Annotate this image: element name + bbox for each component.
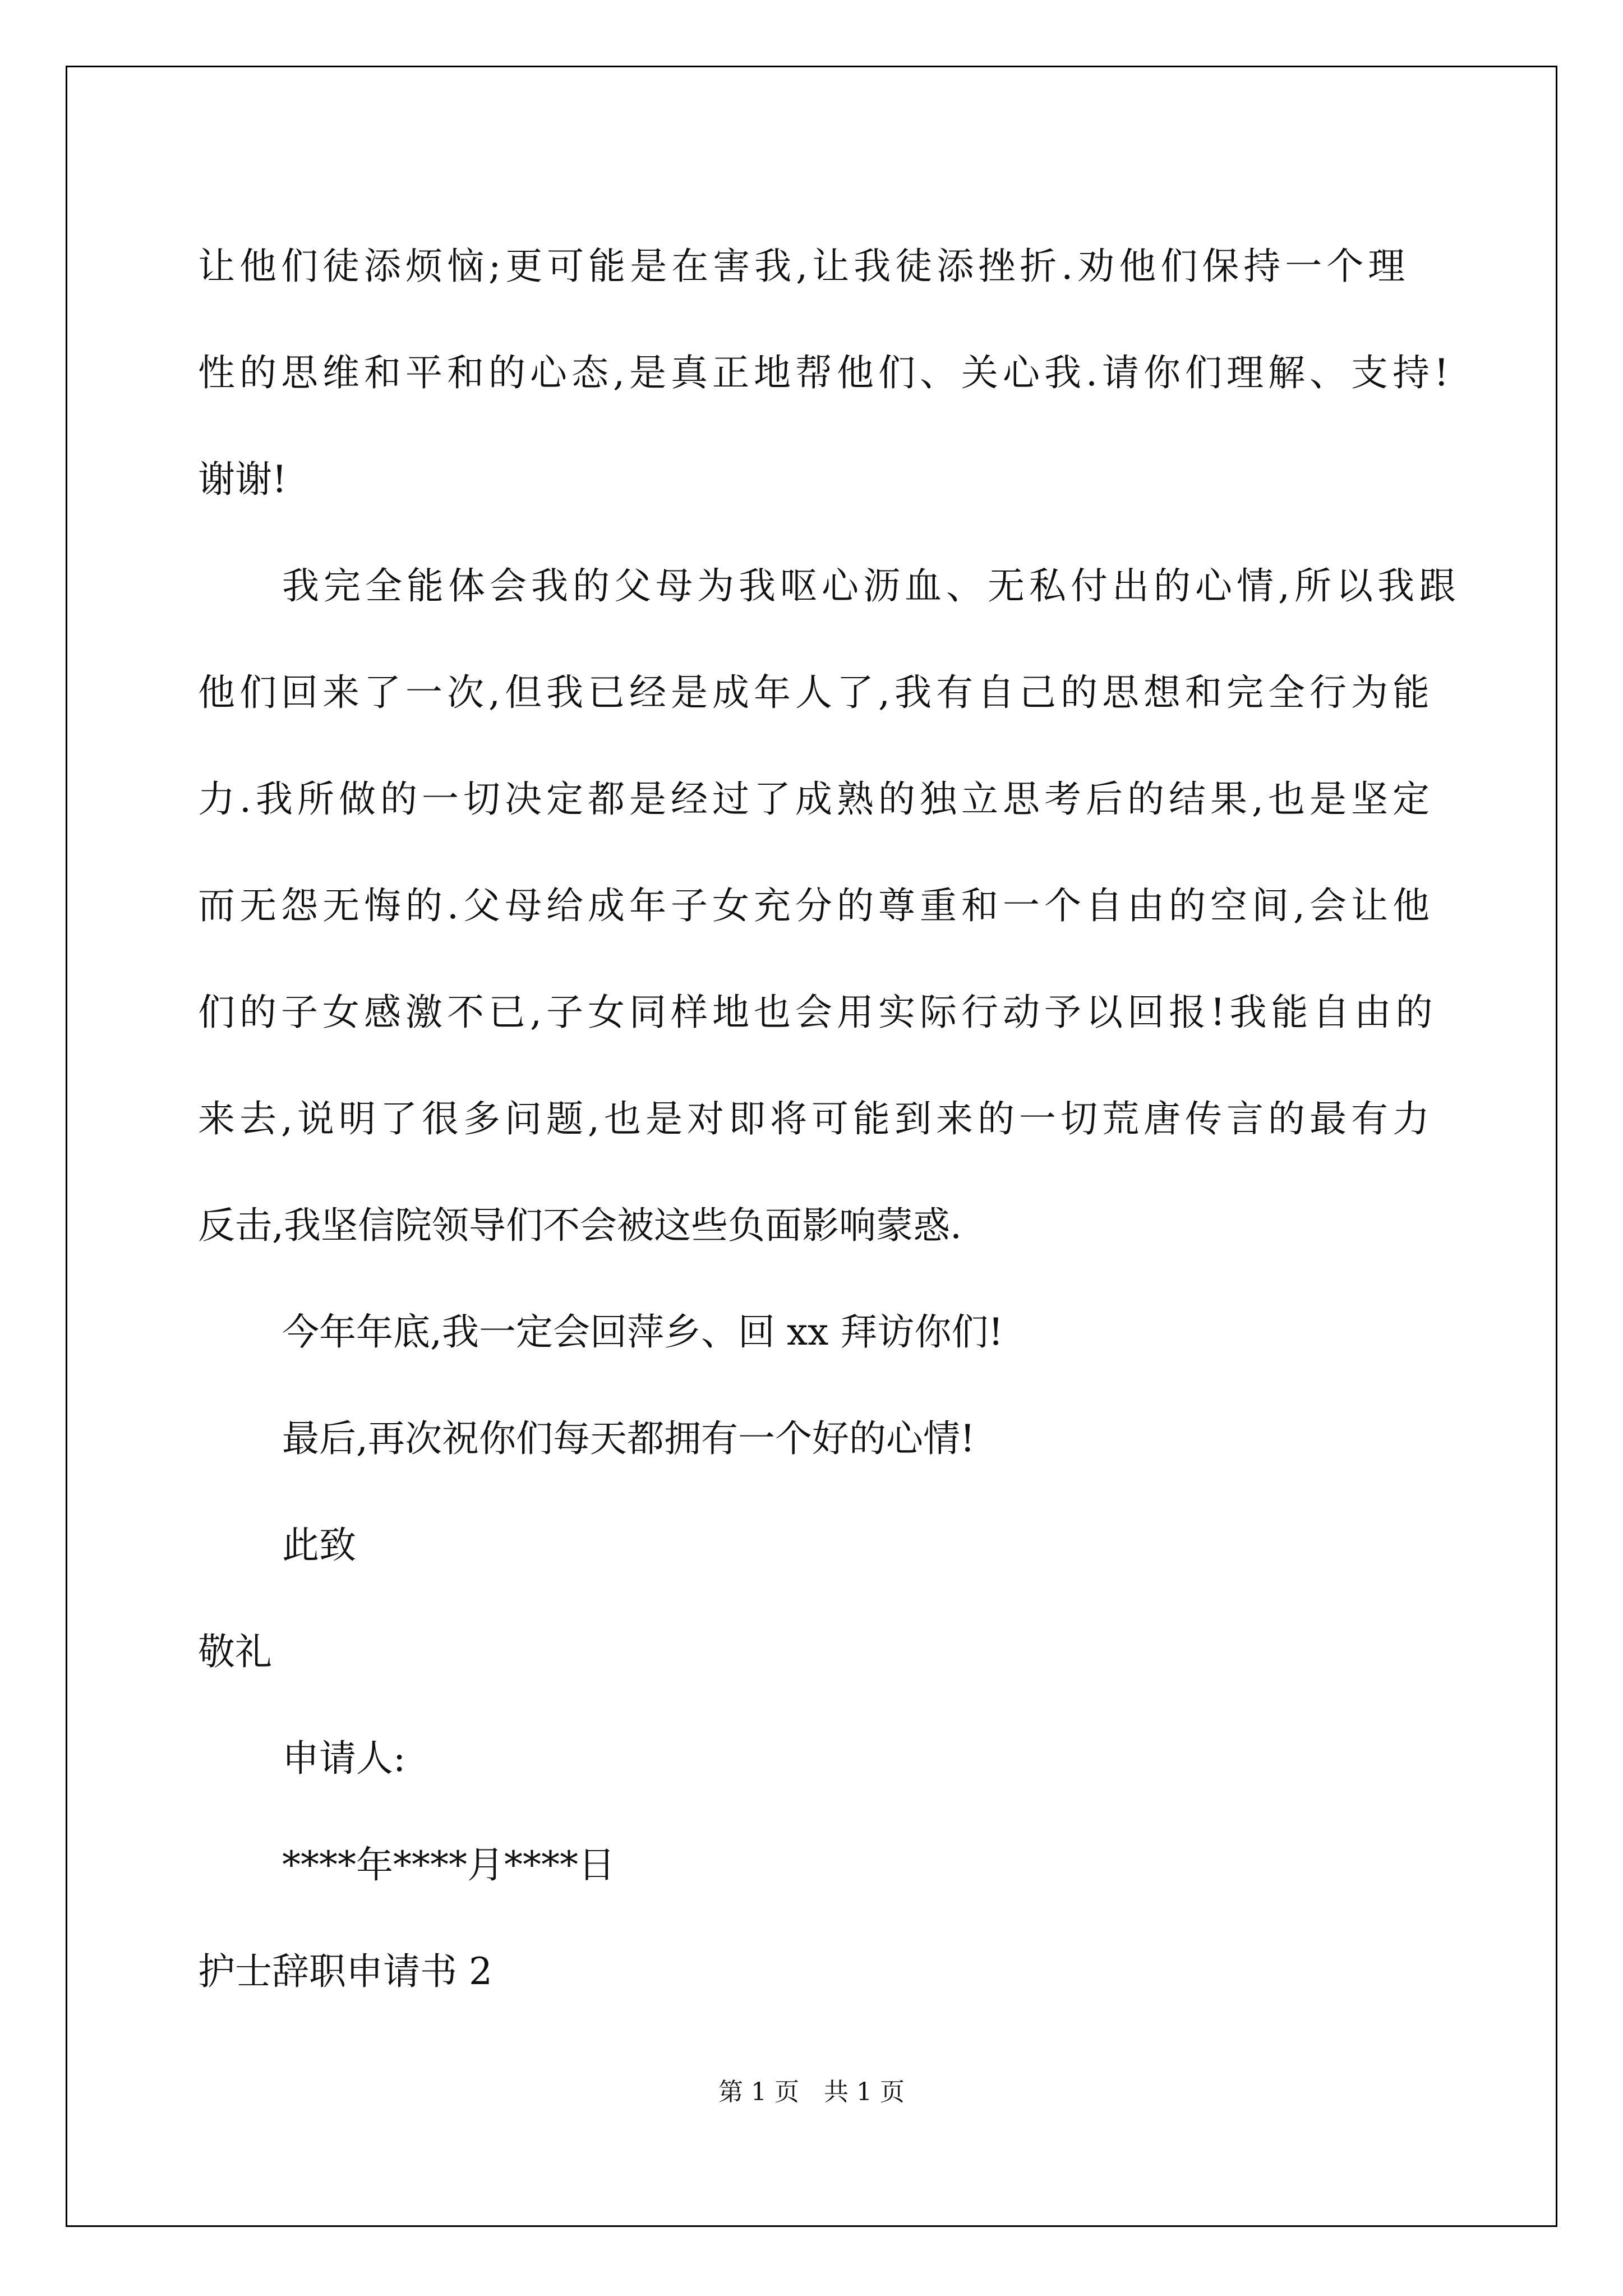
document-body xyxy=(198,213,1460,2025)
paragraph-line: 谢谢! xyxy=(198,458,287,501)
page-number-footer: 第 1 页 共 1 页 xyxy=(718,2078,905,2106)
paragraph-line: 性的思维和平和的心态,是真正地帮他们、关心我.请你们理解、支持! xyxy=(198,351,1454,394)
paragraph-line: 而无怨无悔的.父母给成年子女充分的尊重和一个自由的空间,会让他 xyxy=(198,884,1434,927)
paragraph-line: 让他们徒添烦恼;更可能是在害我,让我徒添挫折.劝他们保持一个理 xyxy=(198,245,1410,288)
paragraph-line: 今年年底,我一定会回萍乡、回 xx 拜访你们! xyxy=(282,1310,1003,1354)
salutation-text: 敬礼 xyxy=(198,1630,272,1673)
paragraph-line: 他们回来了一次,但我已经是成年人了,我有自己的思想和完全行为能 xyxy=(198,671,1434,714)
paragraph-line: 反击,我坚信院领导们不会被这些负面影响蒙惑. xyxy=(198,1204,962,1247)
paragraph-line: 们的子女感激不已,子女同样地也会用实际行动予以回报!我能自由的 xyxy=(198,991,1437,1034)
paragraph-line: 来去,说明了很多问题,也是对即将可能到来的一切荒唐传言的最有力 xyxy=(198,1097,1434,1140)
paragraph-line: 最后,再次祝你们每天都拥有一个好的心情! xyxy=(282,1417,975,1460)
date-line: ****年****月****日 xyxy=(282,1843,615,1887)
paragraph-line: 力.我所做的一切决定都是经过了成熟的独立思考后的结果,也是坚定 xyxy=(198,777,1434,821)
next-document-title: 护士辞职申请书 2 xyxy=(198,1950,492,1993)
closing-text: 此致 xyxy=(282,1524,356,1567)
paragraph-line: 我完全能体会我的父母为我呕心沥血、无私付出的心情,所以我跟 xyxy=(282,564,1460,608)
applicant-label: 申请人: xyxy=(282,1737,406,1780)
